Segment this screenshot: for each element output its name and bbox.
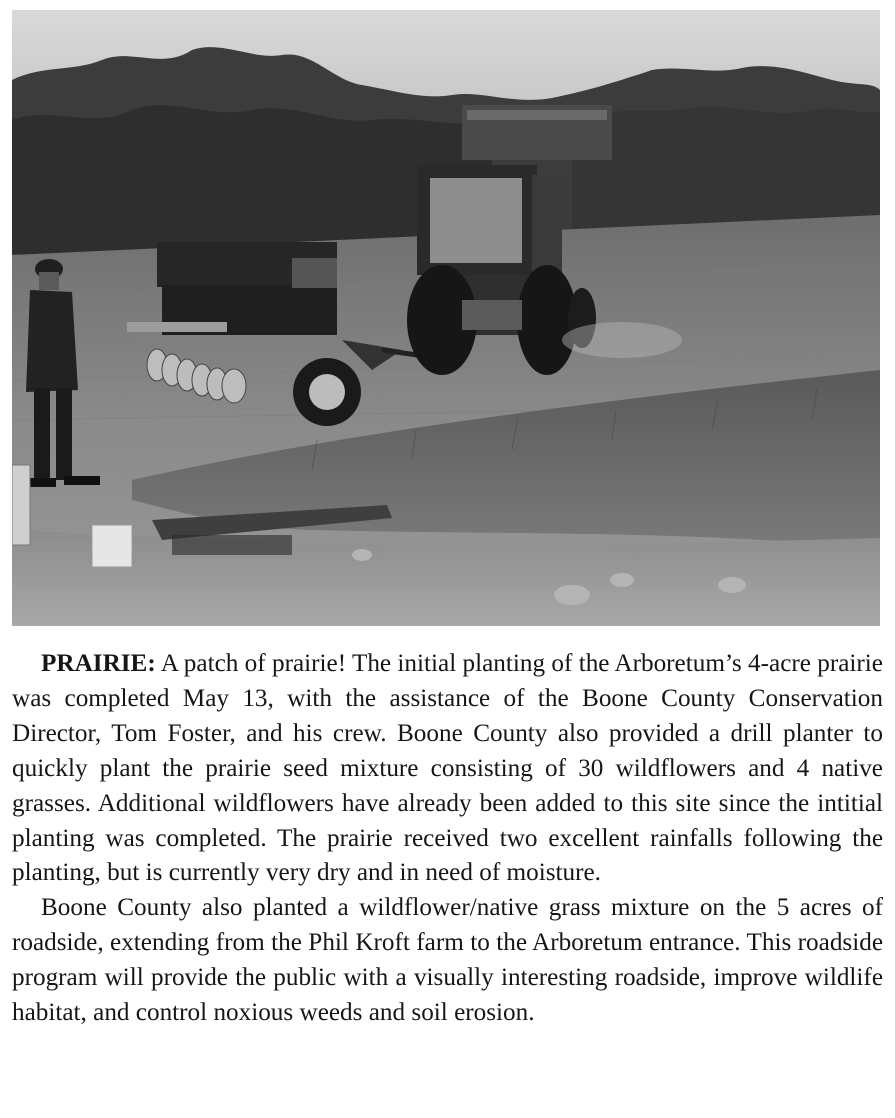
paragraph-1 <box>12 647 883 891</box>
section-heading: PRAIRIE: <box>41 650 156 677</box>
paragraph-1-text: A patch of prairie! The initial planting of the Arboretum’s 4-acre prairie was completed May 13, with the assistance of the Boone County Conservation Director, Tom Foster, and his crew. Boone County also provided a drill planter to quickly plant the prairie seed mixture consisting of 30 wildflowers and 4 native grasses. Additional wildflowers have already been added to this site since the intitial planting was completed. The prairie received two excellent rainfalls following the planting, but is currently very dry and in need of moisture. <box>12 650 883 887</box>
prairie-planting-photo <box>12 10 880 626</box>
article-caption <box>12 647 883 1031</box>
paragraph-2: Boone County also planted a wildflower/native grass mixture on the 5 acres of roadside, extending from the Phil Kroft farm to the Arboretum entrance. This roadside program will provide the public with a visually interesting roadside, improve wildlife habitat, and control noxious weeds and soil erosion. <box>12 894 883 1027</box>
